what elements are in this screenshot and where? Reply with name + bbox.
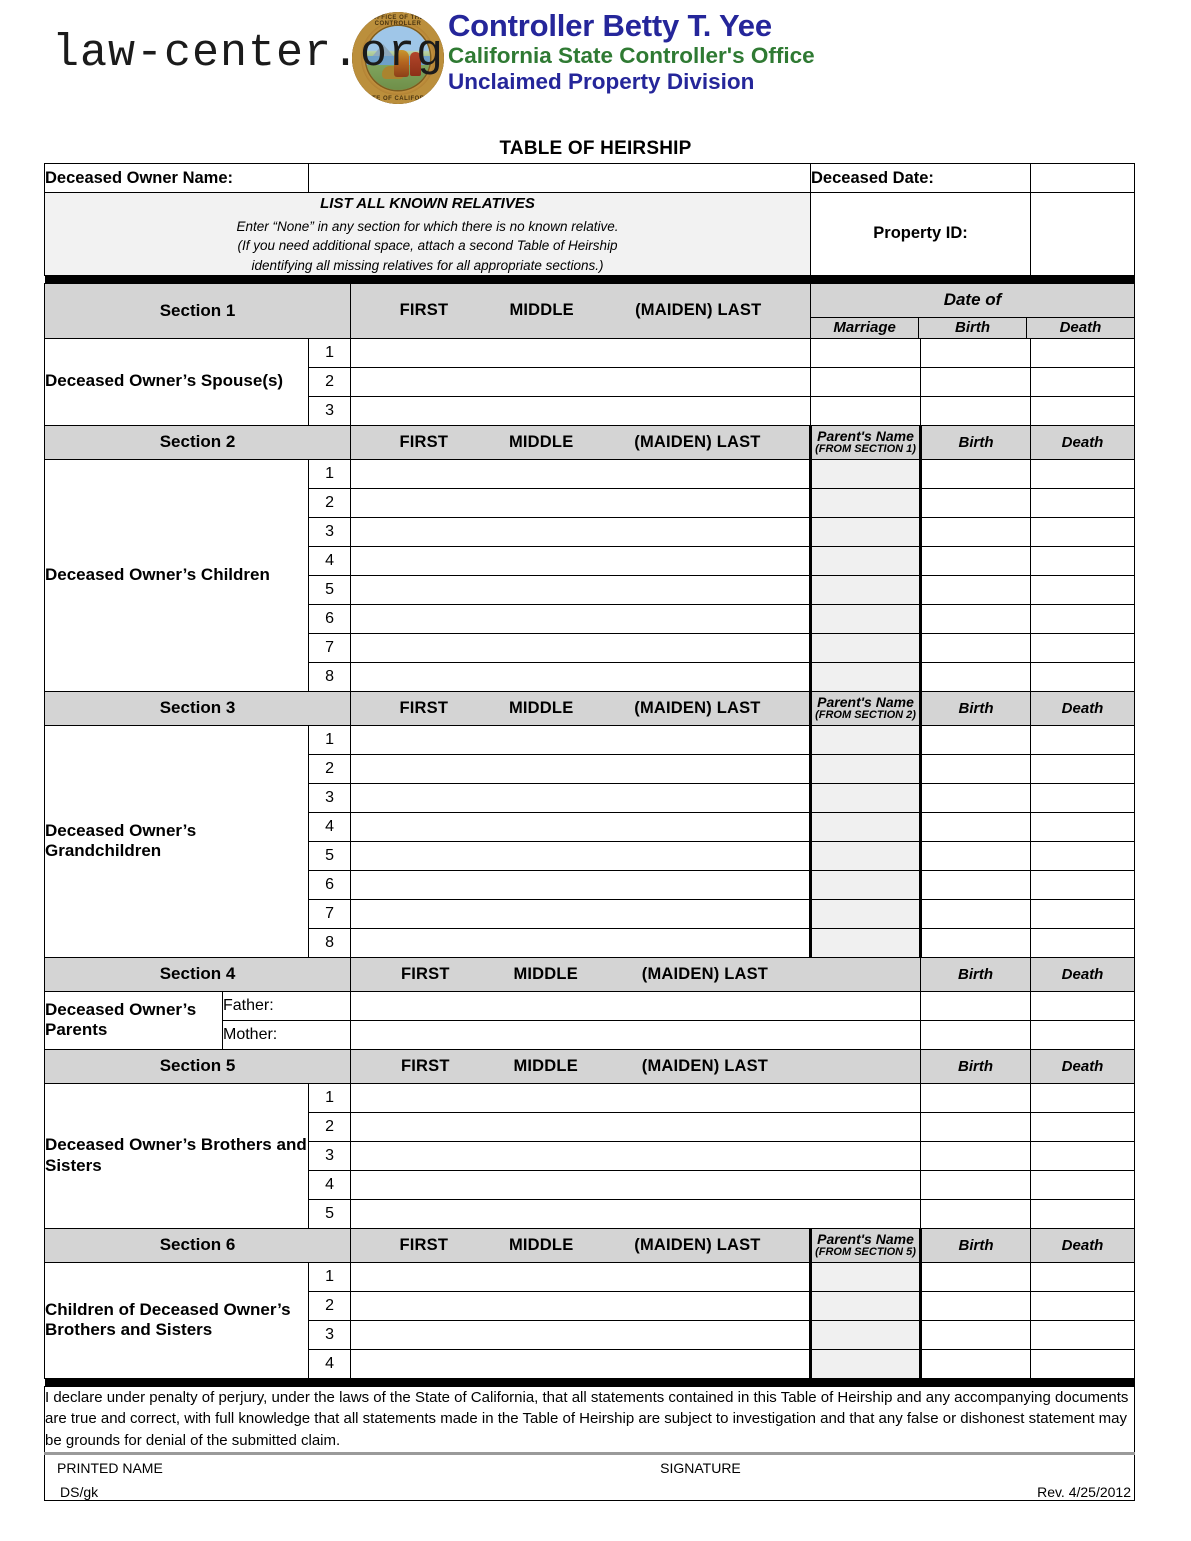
section-2-parent-name-header <box>811 425 921 459</box>
death-label: Death <box>1031 1228 1135 1262</box>
row-number: 2 <box>309 1291 351 1320</box>
property-id-input[interactable] <box>1031 193 1135 276</box>
birth-date-input[interactable] <box>921 1112 1031 1141</box>
parent-name-input[interactable] <box>811 459 921 488</box>
document-footer <box>60 1484 1131 1500</box>
instructions-line-1: Enter “None” in any section for which there is no known relative. <box>236 219 619 235</box>
name-input[interactable] <box>351 1262 811 1291</box>
name-input[interactable] <box>351 633 811 662</box>
death-label: Death <box>1031 425 1135 459</box>
death-date-input[interactable] <box>1031 1291 1135 1320</box>
mother-name-input[interactable] <box>351 1020 921 1049</box>
middle-label: MIDDLE <box>508 432 574 451</box>
death-label: Death <box>1031 691 1135 725</box>
row-number: 8 <box>309 662 351 691</box>
birth-date-input[interactable] <box>921 488 1031 517</box>
marriage-label: Marriage <box>811 317 919 338</box>
watermark-law-center: law-center.org <box>52 28 445 79</box>
death-date-input[interactable] <box>1031 604 1135 633</box>
instructions-line-2: (If you need additional space, attach a second Table of Heirship <box>237 238 618 254</box>
parent-name-input[interactable] <box>811 725 921 754</box>
parent-name-input[interactable] <box>811 1320 921 1349</box>
parents-name-label: Parent's Name <box>817 427 914 444</box>
name-input[interactable] <box>351 488 811 517</box>
row-number: 5 <box>309 841 351 870</box>
last-label: (MAIDEN) LAST <box>634 1235 761 1254</box>
section-2-header <box>45 425 1135 459</box>
name-input[interactable] <box>351 1320 811 1349</box>
section-6-title: Section 6 <box>45 1228 351 1262</box>
printed-name-label: PRINTED NAME <box>57 1459 163 1476</box>
form-body <box>45 164 1135 1501</box>
table-row <box>45 1262 1135 1291</box>
parent-name-input[interactable] <box>811 604 921 633</box>
name-input[interactable] <box>351 604 811 633</box>
birth-date-input[interactable] <box>921 754 1031 783</box>
parent-name-input[interactable] <box>811 841 921 870</box>
death-date-input[interactable] <box>1031 783 1135 812</box>
row-number: 1 <box>309 725 351 754</box>
death-label: Death <box>1031 1049 1135 1083</box>
death-date-input[interactable] <box>1031 928 1135 957</box>
marriage-date-input[interactable] <box>811 367 921 396</box>
property-id-label: Property ID: <box>811 193 1031 276</box>
section-4-header <box>45 957 1135 991</box>
death-date-input[interactable] <box>1031 338 1135 367</box>
name-input[interactable] <box>351 546 811 575</box>
signature-label: SIGNATURE <box>660 1459 741 1476</box>
instructions-block <box>45 193 811 276</box>
name-input[interactable] <box>351 899 811 928</box>
father-name-input[interactable] <box>351 991 921 1020</box>
row-number: 7 <box>309 899 351 928</box>
death-date-input[interactable] <box>1031 488 1135 517</box>
name-input[interactable] <box>351 396 811 425</box>
name-input[interactable] <box>351 367 811 396</box>
instructions-row <box>45 193 1135 276</box>
date-of-header-group <box>811 283 1135 338</box>
parent-source-label: (FROM SECTION 5) <box>815 1245 916 1258</box>
document-header <box>0 0 1191 159</box>
parent-name-input[interactable] <box>811 899 921 928</box>
name-input[interactable] <box>351 1349 811 1378</box>
death-date-input[interactable] <box>1031 517 1135 546</box>
birth-date-input[interactable] <box>921 1083 1031 1112</box>
section-3-title: Section 3 <box>45 691 351 725</box>
row-number: 4 <box>309 1170 351 1199</box>
page-title: TABLE OF HEIRSHIP <box>499 138 692 159</box>
section-3-parent-name-header <box>811 691 921 725</box>
name-input[interactable] <box>351 812 811 841</box>
declaration-row <box>45 1386 1135 1453</box>
birth-date-input[interactable] <box>921 1291 1031 1320</box>
birth-date-input[interactable] <box>921 1199 1031 1228</box>
table-row <box>45 459 1135 488</box>
deceased-owner-name-label: Deceased Owner Name: <box>45 164 309 193</box>
death-date-input[interactable] <box>1031 754 1135 783</box>
section-1-label: Deceased Owner’s Spouse(s) <box>45 338 309 425</box>
section-1-name-columns <box>351 283 811 338</box>
name-input[interactable] <box>351 725 811 754</box>
section-5-label: Deceased Owner’s Brothers and Sisters <box>45 1083 309 1228</box>
controller-name: Controller Betty T. Yee <box>448 8 772 43</box>
parent-name-input[interactable] <box>811 783 921 812</box>
death-date-input[interactable] <box>1031 633 1135 662</box>
row-number: 3 <box>309 1141 351 1170</box>
section-2-label: Deceased Owner’s Children <box>45 459 309 691</box>
parent-name-input[interactable] <box>811 488 921 517</box>
parent-name-input[interactable] <box>811 662 921 691</box>
last-label: (MAIDEN) LAST <box>634 698 761 717</box>
middle-label: MIDDLE <box>508 698 574 717</box>
mother-label: Mother: <box>223 1020 351 1049</box>
name-input[interactable] <box>351 1199 921 1228</box>
name-input[interactable] <box>351 1112 921 1141</box>
death-date-input[interactable] <box>1031 367 1135 396</box>
row-number: 5 <box>309 1199 351 1228</box>
death-date-input[interactable] <box>1031 1262 1135 1291</box>
row-number: 2 <box>309 367 351 396</box>
parent-name-input[interactable] <box>811 1349 921 1378</box>
name-input[interactable] <box>351 517 811 546</box>
section-5-name-columns <box>351 1049 921 1083</box>
row-number: 4 <box>309 546 351 575</box>
name-input[interactable] <box>351 754 811 783</box>
middle-label: MIDDLE <box>513 1056 578 1075</box>
name-input[interactable] <box>351 662 811 691</box>
section-6-label: Children of Deceased Owner’s Brothers and Sisters <box>45 1262 309 1378</box>
row-number: 2 <box>309 488 351 517</box>
section-6-name-columns <box>351 1228 811 1262</box>
death-date-input[interactable] <box>1031 1199 1135 1228</box>
seal-top-text: OFFICE OF THE CONTROLLER <box>371 14 425 27</box>
birth-date-input[interactable] <box>921 1262 1031 1291</box>
section-4-label: Deceased Owner’s Parents <box>45 991 223 1049</box>
row-number: 7 <box>309 633 351 662</box>
section-6-header <box>45 1228 1135 1262</box>
last-label: (MAIDEN) LAST <box>641 1056 769 1075</box>
name-input[interactable] <box>351 841 811 870</box>
section-1-header <box>45 283 1135 338</box>
row-number: 6 <box>309 604 351 633</box>
death-date-input[interactable] <box>1031 899 1135 928</box>
name-input[interactable] <box>351 1141 921 1170</box>
row-number: 3 <box>309 1320 351 1349</box>
row-number: 4 <box>309 1349 351 1378</box>
parent-name-input[interactable] <box>811 812 921 841</box>
row-number: 1 <box>309 1083 351 1112</box>
father-label: Father: <box>223 991 351 1020</box>
footer-left: DS/gk <box>60 1484 99 1500</box>
deceased-date-label: Deceased Date: <box>811 164 1031 193</box>
birth-date-input[interactable] <box>921 396 1031 425</box>
name-input[interactable] <box>351 870 811 899</box>
section-3-label: Deceased Owner’s Grandchildren <box>45 725 309 957</box>
row-number: 8 <box>309 928 351 957</box>
name-input[interactable] <box>351 338 811 367</box>
row-number: 1 <box>309 1262 351 1291</box>
first-label: FIRST <box>399 301 449 320</box>
last-label: (MAIDEN) LAST <box>641 964 769 983</box>
section-4-title: Section 4 <box>45 957 351 991</box>
section-2-name-columns <box>351 425 811 459</box>
death-date-input[interactable] <box>1031 459 1135 488</box>
row-number: 1 <box>309 338 351 367</box>
birth-date-input[interactable] <box>921 338 1031 367</box>
section-5-header <box>45 1049 1135 1083</box>
birth-date-input[interactable] <box>921 546 1031 575</box>
agency-name: California State Controller's Office <box>448 42 815 68</box>
parent-name-input[interactable] <box>811 754 921 783</box>
first-label: FIRST <box>399 432 449 451</box>
birth-date-input[interactable] <box>921 991 1031 1020</box>
table-row <box>45 1083 1135 1112</box>
death-date-input[interactable] <box>1031 396 1135 425</box>
section-3-header <box>45 691 1135 725</box>
first-label: FIRST <box>399 1235 449 1254</box>
instructions-heading: LIST ALL KNOWN RELATIVES <box>320 195 535 212</box>
birth-date-input[interactable] <box>921 1320 1031 1349</box>
parent-name-input[interactable] <box>811 870 921 899</box>
death-date-input[interactable] <box>1031 841 1135 870</box>
birth-date-input[interactable] <box>921 367 1031 396</box>
row-number: 5 <box>309 575 351 604</box>
marriage-date-input[interactable] <box>811 396 921 425</box>
death-date-input[interactable] <box>1031 1083 1135 1112</box>
birth-date-input[interactable] <box>921 1170 1031 1199</box>
parent-name-input[interactable] <box>811 1291 921 1320</box>
first-label: FIRST <box>400 1056 450 1075</box>
birth-date-input[interactable] <box>921 841 1031 870</box>
owner-name-row <box>45 164 1135 193</box>
section-6-parent-name-header <box>811 1228 921 1262</box>
divider-band-bottom <box>45 1378 1135 1386</box>
birth-date-input[interactable] <box>921 870 1031 899</box>
name-input[interactable] <box>351 783 811 812</box>
name-input[interactable] <box>351 1170 921 1199</box>
birth-date-input[interactable] <box>921 604 1031 633</box>
death-date-input[interactable] <box>1031 546 1135 575</box>
date-of-label: Date of <box>811 284 1134 318</box>
parent-name-input[interactable] <box>811 575 921 604</box>
first-label: FIRST <box>399 698 449 717</box>
death-label: Death <box>1031 957 1135 991</box>
row-number: 6 <box>309 870 351 899</box>
table-row <box>45 991 1135 1020</box>
row-number: 3 <box>309 396 351 425</box>
birth-label: Birth <box>919 317 1027 338</box>
death-date-input[interactable] <box>1031 725 1135 754</box>
name-input[interactable] <box>351 928 811 957</box>
footer-right: Rev. 4/25/2012 <box>1037 1484 1131 1500</box>
death-date-input[interactable] <box>1031 1170 1135 1199</box>
instructions-line-3: identifying all missing relatives for all appropriate sections.) <box>251 257 604 273</box>
parent-name-input[interactable] <box>811 1262 921 1291</box>
section-5-title: Section 5 <box>45 1049 351 1083</box>
name-input[interactable] <box>351 1083 921 1112</box>
marriage-date-input[interactable] <box>811 338 921 367</box>
birth-date-input[interactable] <box>921 812 1031 841</box>
death-label: Death <box>1026 317 1134 338</box>
birth-label: Birth <box>921 1049 1031 1083</box>
seal-bottom-text: STATE OF CALIFORNIA <box>359 95 437 102</box>
deceased-owner-name-input[interactable] <box>309 164 811 193</box>
row-number: 2 <box>309 1112 351 1141</box>
birth-date-input[interactable] <box>921 783 1031 812</box>
birth-label: Birth <box>921 957 1031 991</box>
row-number: 3 <box>309 517 351 546</box>
death-date-input[interactable] <box>1031 1020 1135 1049</box>
parent-name-input[interactable] <box>811 546 921 575</box>
first-label: FIRST <box>400 964 450 983</box>
parent-name-input[interactable] <box>811 517 921 546</box>
birth-date-input[interactable] <box>921 1349 1031 1378</box>
declaration-text: I declare under penalty of perjury, under the laws of the State of California, that all statements contained in this Table of Heirship and any accompanying documents are true and correct, with full knowledge that all statements made in the Table of Heirship are subject to investigation and that any false or dishonest statement may be grounds for denial of the submitted claim. <box>45 1386 1135 1453</box>
division-name: Unclaimed Property Division <box>448 69 755 95</box>
middle-label: MIDDLE <box>509 301 574 320</box>
section-1-title: Section 1 <box>45 283 351 338</box>
row-number: 4 <box>309 812 351 841</box>
birth-date-input[interactable] <box>921 899 1031 928</box>
last-label: (MAIDEN) LAST <box>635 301 762 320</box>
death-date-input[interactable] <box>1031 1141 1135 1170</box>
birth-date-input[interactable] <box>921 459 1031 488</box>
birth-date-input[interactable] <box>921 725 1031 754</box>
parents-name-label: Parent's Name <box>817 1230 914 1247</box>
birth-label: Birth <box>921 1228 1031 1262</box>
death-date-input[interactable] <box>1031 1349 1135 1378</box>
name-input[interactable] <box>351 575 811 604</box>
death-date-input[interactable] <box>1031 1320 1135 1349</box>
name-input[interactable] <box>351 459 811 488</box>
parent-name-input[interactable] <box>811 928 921 957</box>
row-number: 2 <box>309 754 351 783</box>
death-date-input[interactable] <box>1031 991 1135 1020</box>
death-date-input[interactable] <box>1031 812 1135 841</box>
row-number: 3 <box>309 783 351 812</box>
parent-source-label: (FROM SECTION 1) <box>815 442 916 455</box>
parents-name-label: Parent's Name <box>817 693 914 710</box>
deceased-date-input[interactable] <box>1031 164 1135 193</box>
table-row <box>45 338 1135 367</box>
divider-band-top <box>45 275 1135 283</box>
birth-date-input[interactable] <box>921 1141 1031 1170</box>
birth-date-input[interactable] <box>921 662 1031 691</box>
birth-date-input[interactable] <box>921 633 1031 662</box>
death-date-input[interactable] <box>1031 870 1135 899</box>
birth-date-input[interactable] <box>921 1020 1031 1049</box>
birth-label: Birth <box>921 691 1031 725</box>
section-2-title: Section 2 <box>45 425 351 459</box>
name-input[interactable] <box>351 1291 811 1320</box>
birth-date-input[interactable] <box>921 928 1031 957</box>
parent-name-input[interactable] <box>811 633 921 662</box>
middle-label: MIDDLE <box>513 964 578 983</box>
birth-date-input[interactable] <box>921 575 1031 604</box>
row-number: 1 <box>309 459 351 488</box>
parent-source-label: (FROM SECTION 2) <box>815 708 916 721</box>
table-row <box>45 725 1135 754</box>
death-date-input[interactable] <box>1031 575 1135 604</box>
section-4-name-columns <box>351 957 921 991</box>
table-of-heirship-form <box>44 163 1135 1501</box>
death-date-input[interactable] <box>1031 1112 1135 1141</box>
middle-label: MIDDLE <box>508 1235 574 1254</box>
last-label: (MAIDEN) LAST <box>634 432 761 451</box>
agency-logo-text <box>448 8 815 96</box>
birth-label: Birth <box>921 425 1031 459</box>
section-3-name-columns <box>351 691 811 725</box>
birth-date-input[interactable] <box>921 517 1031 546</box>
death-date-input[interactable] <box>1031 662 1135 691</box>
